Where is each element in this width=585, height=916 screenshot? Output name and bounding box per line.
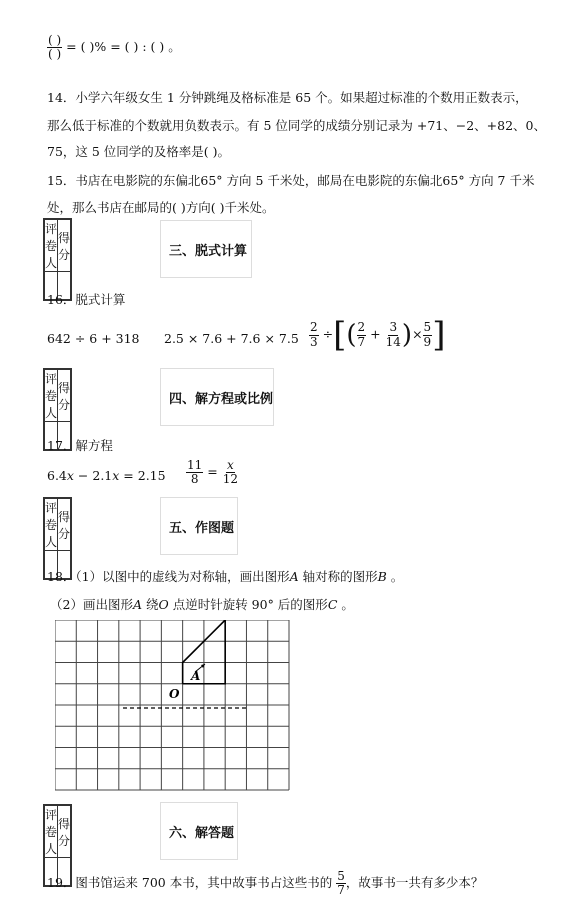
q19-line: 19．图书馆运来 700 本书，其中故事书占这些书的 $\frac{5}{7}$ ，故事书一共有多少本？ bbox=[47, 869, 484, 898]
q17-eq1: 6.4x − 2.1x = 2.15 bbox=[47, 468, 166, 483]
q13-fraction-blank: $\frac{( )}{( )}$ bbox=[48, 33, 62, 62]
grid-figure[interactable] bbox=[55, 620, 295, 798]
q16-expr1: 642 ÷ 6 + 318 bbox=[47, 331, 140, 346]
q15-line1: 15．书店在电影院的东偏北65° 方向 5 千米处，邮局在电影院的东偏北65° 方向 7 千米 bbox=[47, 173, 535, 188]
score-cell: 得分 bbox=[58, 369, 72, 422]
q16-expr3: $\frac{2}{3}$ ÷[( $\frac{2}{7}$ + $\frac{3}{14}$ )× $\frac{5}{9}$ ] bbox=[310, 315, 446, 355]
q16-title: 16．脱式计算 bbox=[47, 292, 126, 307]
label-o: O bbox=[169, 687, 180, 701]
q17-eq2: $\frac{11}{8}$ = $\frac{x}{12}$ bbox=[187, 458, 239, 487]
score-cell: 得分 bbox=[58, 219, 72, 272]
section-title-3: 三、脱式计算 bbox=[160, 220, 252, 278]
q18-line1: 18．（1）以图中的虚线为对称轴，画出图形A 轴对称的图形B 。 bbox=[47, 569, 404, 584]
section-title-4: 四、解方程或比例 bbox=[160, 368, 274, 426]
reviewer-cell: 评卷人 bbox=[44, 805, 58, 858]
score-table bbox=[43, 218, 72, 301]
reviewer-cell: 评卷人 bbox=[44, 498, 58, 551]
section-title-6: 六、解答题 bbox=[160, 802, 238, 860]
q17-title: 17．解方程 bbox=[47, 438, 113, 453]
grid-lines bbox=[55, 620, 289, 790]
label-a: A bbox=[191, 669, 201, 683]
reviewer-cell: 评卷人 bbox=[44, 369, 58, 422]
reviewer-cell: 评卷人 bbox=[44, 219, 58, 272]
q13-equation: = ( )% = ( ) : ( ) 。 bbox=[66, 39, 181, 55]
q18-line2: （2）画出图形A 绕O 点逆时针旋转 90° 后的图形C 。 bbox=[50, 597, 354, 612]
q14-line2: 那么低于标准的个数就用负数表示。有 5 位同学的成绩分别记录为 +71、−2、+82、0、 bbox=[47, 118, 547, 133]
q14-line3: 75，这 5 位同学的及格率是( )。 bbox=[47, 144, 231, 159]
q15-line2: 处，那么书店在邮局的( )方向( )千米处。 bbox=[47, 200, 275, 215]
q13-blank-line bbox=[47, 34, 181, 61]
q16-expr2: 2.5 × 7.6 + 7.6 × 7.5 bbox=[164, 331, 299, 346]
score-cell: 得分 bbox=[58, 498, 72, 551]
section-title-5: 五、作图题 bbox=[160, 497, 238, 555]
q14-line1: 14．小学六年级女生 1 分钟跳绳及格标准是 65 个。如果超过标准的个数用正数表示， bbox=[47, 90, 528, 105]
grid-svg[interactable] bbox=[55, 620, 295, 795]
score-cell: 得分 bbox=[58, 805, 72, 858]
